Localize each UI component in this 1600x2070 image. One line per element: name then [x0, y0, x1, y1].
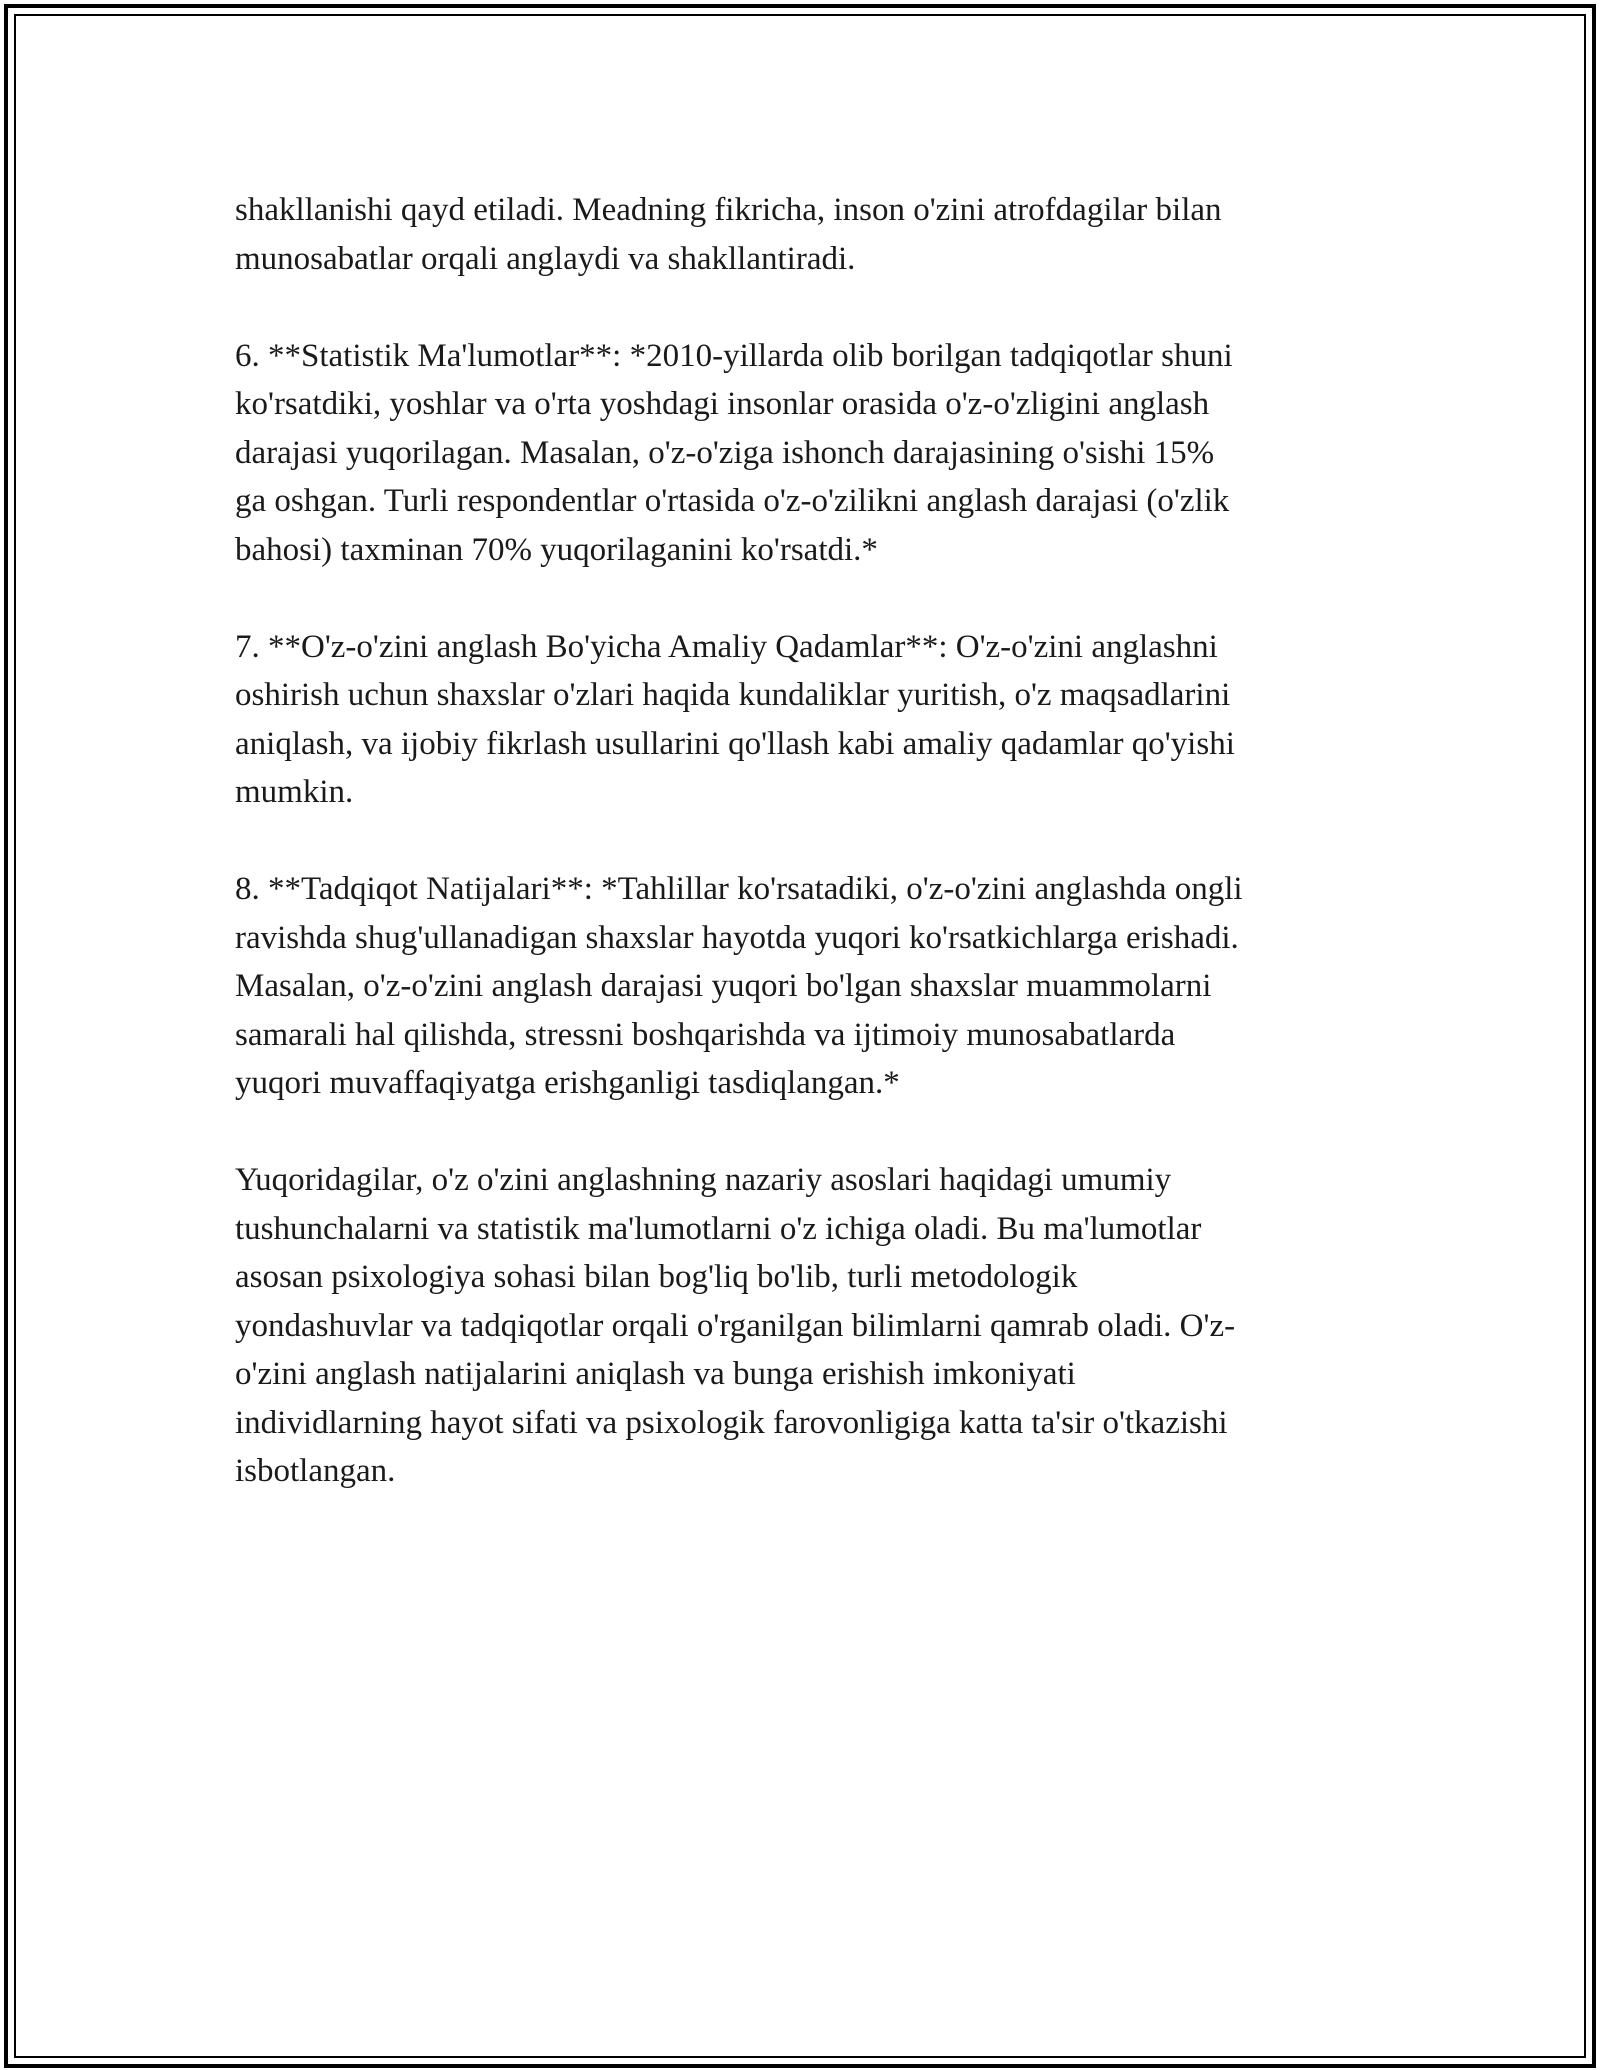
text-line: ko'rsatdiki, yoshlar va o'rta yoshdagi insonlar orasida o'z-o'zligini anglash: [235, 386, 1210, 422]
text-line: ravishda shug'ullanadigan shaxslar hayotda yuqori ko'rsatkichlarga erishadi.: [235, 919, 1239, 956]
text-line: Yuqoridagilar, o'z o'zini anglashning nazariy asoslari haqidagi umumiy: [235, 1162, 1172, 1198]
text-line: oshirish uchun shaxslar o'zlari haqida kundaliklar yuritish, o'z maqsadlarini: [235, 677, 1231, 713]
text-line: asosan psixologiya sohasi bilan bog'liq bo'lib, turli metodologik: [235, 1259, 1078, 1295]
paragraph-practical-steps: [235, 623, 1365, 817]
text-line: ga oshgan. Turli respondentlar o'rtasida o'z-o'zilikni anglash darajasi (o'zlik: [235, 483, 1230, 519]
paragraph-conclusion: [235, 1156, 1365, 1496]
paragraph-research-results: [235, 865, 1365, 1108]
text-line: samarali hal qilishda, stressni boshqarishda va ijtimoiy munosabatlarda: [235, 1016, 1176, 1053]
paragraph-statistics: [235, 332, 1365, 575]
document-body: [235, 186, 1365, 1544]
text-line: yondashuvlar va tadqiqotlar orqali o'rganilgan bilimlarni qamrab oladi. O'z-: [235, 1307, 1236, 1344]
text-line: shakllanishi qayd etiladi. Meadning fikricha, inson o'zini atrofdagilar bilan: [235, 192, 1222, 228]
text-line: yuqori muvaffaqiyatga erishganligi tasdiqlangan.*: [235, 1065, 900, 1101]
text-line: aniqlash, va ijobiy fikrlash usullarini qo'llash kabi amaliy qadamlar qo'yishi: [235, 725, 1235, 762]
text-line: isbotlangan.: [235, 1453, 396, 1489]
text-line: o'zini anglash natijalarini aniqlash va bunga erishish imkoniyati: [235, 1356, 1076, 1392]
text-line: 6. **Statistik Ma'lumotlar**: *2010-yillarda olib borilgan tadqiqotlar shuni: [235, 337, 1233, 374]
text-line: individlarning hayot sifati va psixologik farovonligiga katta ta'sir o'tkazishi: [235, 1404, 1228, 1441]
text-line: bahosi) taxminan 70% yuqorilaganini ko'rsatdi.*: [235, 531, 878, 568]
text-line: munosabatlar orqali anglaydi va shakllantiradi.: [235, 240, 856, 277]
paragraph-continuation: [235, 186, 1365, 283]
text-line: darajasi yuqorilagan. Masalan, o'z-o'ziga ishonch darajasining o'sishi 15%: [235, 434, 1215, 471]
text-line: Masalan, o'z-o'zini anglash darajasi yuqori bo'lgan shaxslar muammolarni: [235, 968, 1212, 1004]
text-line: 8. **Tadqiqot Natijalari**: *Tahlillar ko'rsatadiki, o'z-o'zini anglashda ongli: [235, 871, 1243, 907]
text-line: mumkin.: [235, 774, 354, 810]
text-line: 7. **O'z-o'zini anglash Bo'yicha Amaliy Qadamlar**: O'z-o'zini anglashni: [235, 628, 1218, 665]
text-line: tushunchalarni va statistik ma'lumotlarni o'z ichiga oladi. Bu ma'lumotlar: [235, 1210, 1202, 1247]
